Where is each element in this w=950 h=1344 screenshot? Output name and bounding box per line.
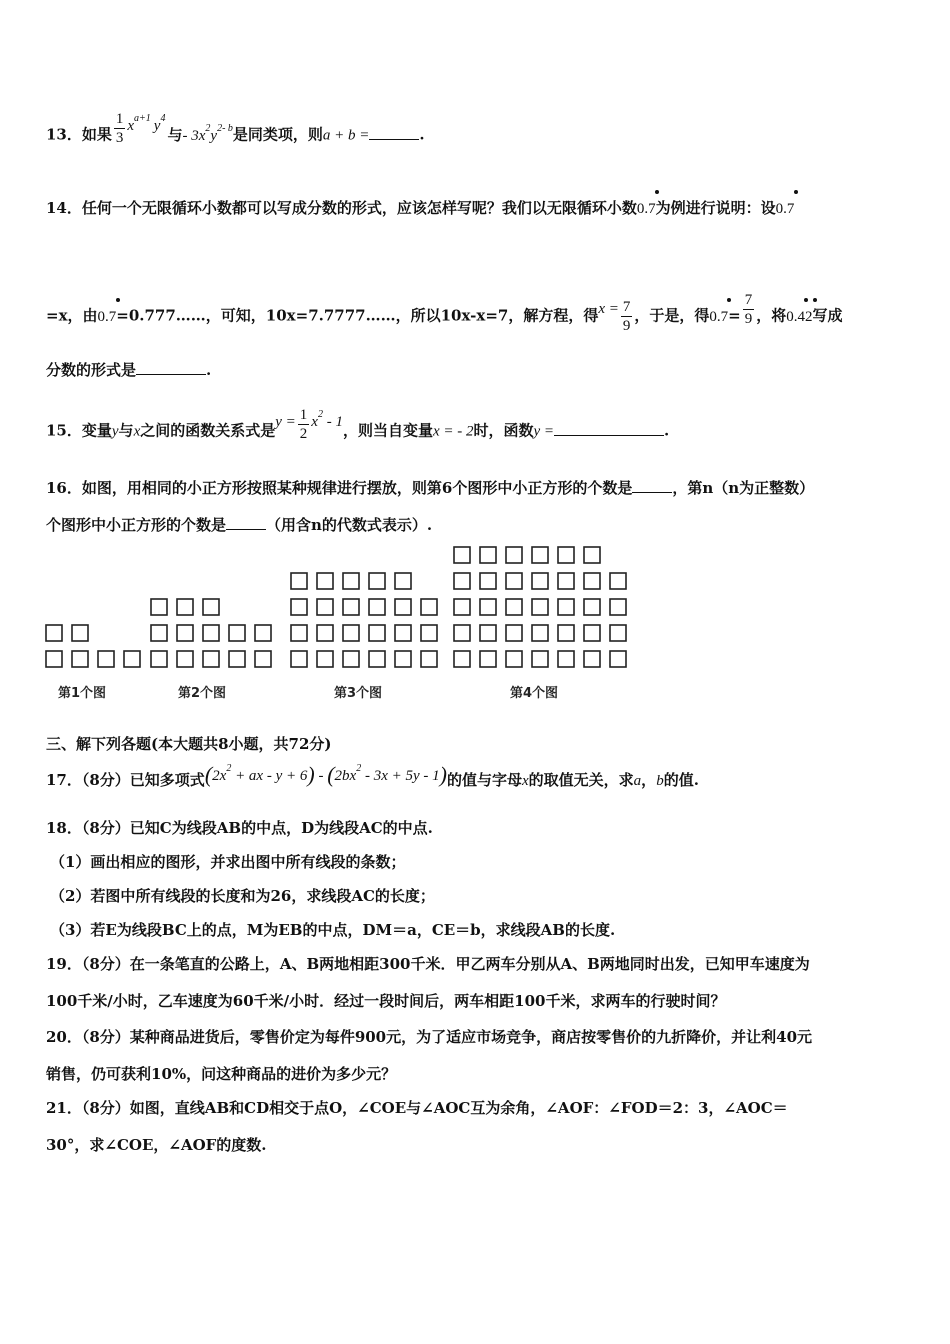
- small-square: [454, 625, 470, 641]
- figure-caption-2: 第2个图: [178, 686, 227, 701]
- small-square: [532, 573, 548, 589]
- small-square: [369, 599, 385, 615]
- q15-answer-blank: [554, 421, 664, 436]
- small-square: [177, 651, 193, 667]
- small-square: [151, 651, 167, 667]
- small-square: [480, 573, 496, 589]
- question-17: 17．（8分）已知多项式($2x^2$ + ax - $y + 6) - (2bx^2 - 3x + 5y - 1)$的值与字母x的取值无关，求a，b的值.: [46, 762, 699, 789]
- question-14-line1: 14．任何一个无限循环小数都可以写成分数的形式，应该怎样写呢？我们以无限循环小数0.7 为例进行说明：设0.7: [46, 198, 794, 219]
- small-square: [480, 599, 496, 615]
- small-square: [291, 651, 307, 667]
- small-square: [532, 625, 548, 641]
- small-square: [506, 651, 522, 667]
- repeating-decimal: 0.7: [709, 307, 728, 327]
- section-3-heading: 三、解下列各题(本大题共8小题，共72分): [46, 735, 332, 753]
- small-square: [72, 625, 88, 641]
- small-square: [151, 599, 167, 615]
- small-square: [229, 625, 245, 641]
- small-square: [421, 651, 437, 667]
- small-square: [203, 651, 219, 667]
- repeating-decimal: 0.7: [98, 307, 117, 327]
- small-square: [558, 651, 574, 667]
- small-square: [506, 573, 522, 589]
- small-square: [395, 625, 411, 641]
- small-square: [151, 625, 167, 641]
- square-patterns: [40, 545, 640, 685]
- small-square: [343, 573, 359, 589]
- question-19-line1: 19．（8分）在一条笔直的公路上，A、B两地相距300千米．甲乙两车分别从A、B两地同时出发，已知甲车速度为: [46, 955, 810, 973]
- question-21-line1: 21．（8分）如图，直线AB和CD相交于点O，∠COE与∠AOC互为余角，∠AOF：∠FOD＝2：3，∠AOC＝: [46, 1099, 788, 1117]
- figure-caption-4: 第4个图: [510, 686, 559, 701]
- small-square: [610, 651, 626, 667]
- small-square: [532, 599, 548, 615]
- small-square: [558, 599, 574, 615]
- small-square: [203, 625, 219, 641]
- small-square: [610, 625, 626, 641]
- question-19-line2: 100千米/小时，乙车速度为60千米/小时．经过一段时间后，两车相距100千米，求两车的行驶时间？: [46, 992, 726, 1010]
- small-square: [255, 625, 271, 641]
- small-square: [506, 625, 522, 641]
- question-14-line2: =x，由0.7 =0.777……，可知，10x=7.7777……，所以10x-x=7，解方程，得x = $\frac{7}{9}$ ，于是，得0.7 = $\frac{7}{9}$ ，将0.42 写成: [46, 292, 843, 334]
- q13-prefix: 13．如果: [46, 125, 112, 144]
- small-square: [395, 573, 411, 589]
- question-18-stem: 18．（8分）已知C为线段AB的中点，D为线段AC的中点.: [46, 819, 433, 837]
- small-square: [506, 599, 522, 615]
- small-square: [558, 625, 574, 641]
- q15-fraction: $\frac{1}{2}$: [299, 407, 308, 442]
- small-square: [291, 625, 307, 641]
- small-square: [369, 573, 385, 589]
- small-square: [558, 547, 574, 563]
- small-square: [558, 573, 574, 589]
- small-square: [124, 651, 140, 667]
- small-square: [203, 599, 219, 615]
- small-square: [98, 651, 114, 667]
- question-21-line2: 30°，求∠COE，∠AOF的度数.: [46, 1136, 267, 1154]
- small-square: [480, 625, 496, 641]
- question-18-part2: （2）若图中所有线段的长度和为26，求线段AC的长度；: [50, 887, 435, 905]
- repeating-decimal: 0.7: [637, 199, 656, 219]
- small-square: [317, 573, 333, 589]
- question-18-part3: （3）若E为线段BC上的点，M为EB的中点，DM＝a，CE＝b，求线段AB的长度.: [50, 921, 616, 939]
- square-pattern-figure: [40, 545, 640, 715]
- small-square: [46, 625, 62, 641]
- small-square: [343, 651, 359, 667]
- figure-caption-3: 第3个图: [334, 686, 383, 701]
- q13-term2: - $3x^2y^{2- b}$: [182, 122, 233, 144]
- question-16-line2: 个图形中小正方形的个数是 （用含n的代数式表示）.: [46, 516, 433, 534]
- small-square: [177, 599, 193, 615]
- small-square: [532, 651, 548, 667]
- small-square: [317, 599, 333, 615]
- small-square: [480, 547, 496, 563]
- small-square: [454, 599, 470, 615]
- small-square: [369, 625, 385, 641]
- small-square: [610, 573, 626, 589]
- small-square: [584, 625, 600, 641]
- small-square: [421, 625, 437, 641]
- small-square: [532, 547, 548, 563]
- small-square: [421, 599, 437, 615]
- question-20-line2: 销售，仍可获利10%，问这种商品的进价为多少元？: [46, 1065, 397, 1083]
- small-square: [506, 547, 522, 563]
- small-square: [395, 599, 411, 615]
- question-13: 13．如果 $\frac{1}{3}$ $x^{a+1}$ $y^4$与- $3x^2y^{2- b}$是同类项，则a + b = .: [46, 111, 425, 146]
- q16-answer-blank-1: [632, 478, 672, 493]
- small-square: [317, 625, 333, 641]
- question-20-line1: 20．（8分）某种商品进货后，零售价定为每件900元，为了适应市场竞争，商店按零售价的九折降价，并让利40元: [46, 1028, 813, 1046]
- small-square: [291, 573, 307, 589]
- q14-fraction-x: $\frac{7}{9}$: [622, 299, 631, 334]
- small-square: [72, 651, 88, 667]
- repeating-decimal: 0.42: [786, 307, 812, 327]
- small-square: [291, 599, 307, 615]
- small-square: [395, 651, 411, 667]
- small-square: [454, 573, 470, 589]
- small-square: [317, 651, 333, 667]
- small-square: [177, 625, 193, 641]
- small-square: [343, 599, 359, 615]
- small-square: [584, 599, 600, 615]
- q13-fraction: $\frac{1}{3}$: [115, 111, 124, 146]
- repeating-decimal: 0.7: [776, 199, 795, 219]
- small-square: [46, 651, 62, 667]
- question-14-line3: 分数的形式是 .: [46, 361, 212, 379]
- q13-expression: a + b =: [322, 127, 370, 144]
- small-square: [584, 651, 600, 667]
- small-square: [584, 573, 600, 589]
- small-square: [343, 625, 359, 641]
- small-square: [454, 651, 470, 667]
- small-square: [454, 547, 470, 563]
- q14-answer-blank: [136, 360, 206, 375]
- q14-fraction-result: $\frac{7}{9}$: [744, 292, 753, 327]
- q17-polynomial: ($2x^2$ + ax - $y + 6) - (2bx^2 - 3x + 5y - 1)$: [204, 762, 447, 787]
- small-square: [610, 599, 626, 615]
- small-square: [369, 651, 385, 667]
- question-15: 15．变量y与x之间的函数关系式是y = $\frac{1}{2}$ $x^2 - 1$，则当自变量x = - 2时，函数y = .: [46, 407, 670, 442]
- small-square: [480, 651, 496, 667]
- question-16-line1: 16．如图，用相同的小正方形按照某种规律进行摆放，则第6个图形中小正方形的个数是 ，第n（n为正整数）: [46, 479, 815, 497]
- small-square: [255, 651, 271, 667]
- q16-answer-blank-2: [226, 515, 266, 530]
- q13-answer-blank: [369, 125, 419, 140]
- small-square: [229, 651, 245, 667]
- question-18-part1: （1）画出相应的图形，并求出图中所有线段的条数；: [50, 853, 406, 871]
- small-square: [584, 547, 600, 563]
- figure-caption-1: 第1个图: [58, 686, 107, 701]
